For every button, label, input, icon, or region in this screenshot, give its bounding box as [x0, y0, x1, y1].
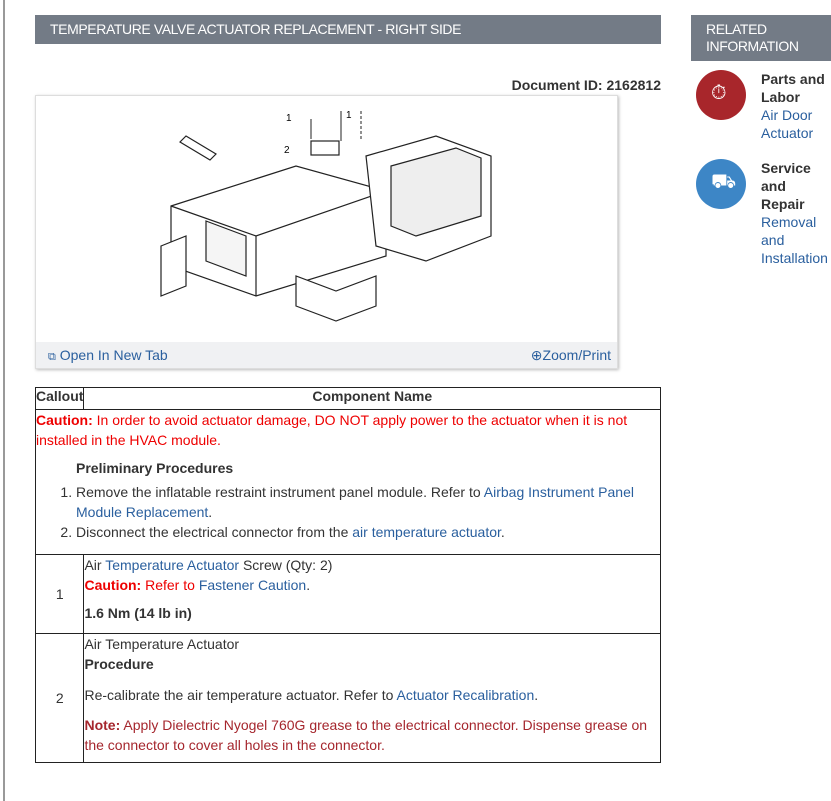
step-item: 1. Remove the inflatable restraint instrument panel module. Refer to Airbag Instrument Panel Module Replacement.: [76, 482, 660, 522]
page-border: [3, 0, 5, 801]
related-information-header: RELATED INFORMATION: [691, 15, 831, 61]
actuator-recalibration-link[interactable]: Actuator Recalibration: [396, 687, 535, 703]
zoom-icon: ⊕: [530, 347, 543, 363]
hvac-module-illustration[interactable]: [36, 96, 617, 341]
table-row: 2 Air Temperature Actuator Procedure Re-calibrate the air temperature actuator. Refer to Actuator Recalibration. Note: Apply Dielectric Nyogel 760G grease to the electrical connector. Dispense grease on the connector to cover all holes in the connector.: [36, 634, 661, 763]
component-name-header: Component Name: [84, 388, 661, 410]
illustration-toolbar: [36, 342, 617, 368]
temp-actuator-link[interactable]: Temperature Actuator: [105, 557, 240, 573]
table-row: 1 Air Temperature Actuator Screw (Qty: 2) Caution: Refer to Fastener Caution. 1.6 Nm (14 lb in): [36, 555, 661, 634]
preliminary-title: Preliminary Procedures: [76, 460, 234, 476]
step-item: 2. Disconnect the electrical connector from the air temperature actuator.: [76, 522, 660, 542]
callout-cell: 2: [36, 634, 84, 763]
component-table: [35, 387, 661, 763]
document-id: Document ID: 2162812: [511, 77, 661, 93]
caution-text: In order to avoid actuator damage, DO NOT apply power to the actuator when it is not installed in the HVAC module.: [36, 412, 628, 448]
airbag-module-link[interactable]: Airbag Instrument Panel Module Replacement: [76, 484, 634, 520]
torque-spec: 1.6 Nm (14 lb in): [84, 605, 192, 621]
fastener-caution-link[interactable]: Fastener Caution: [198, 577, 307, 593]
preliminary-steps: [36, 482, 660, 542]
callout-header: Callout: [36, 388, 84, 410]
air-temp-actuator-link[interactable]: air temperature actuator: [352, 524, 501, 540]
callout-label: 2: [284, 145, 290, 156]
callout-label: 1: [346, 110, 352, 121]
page-title: TEMPERATURE VALVE ACTUATOR REPLACEMENT - RIGHT SIDE: [35, 15, 661, 44]
related-information-list: [696, 70, 831, 284]
parts-labor-icon: ⏱: [696, 70, 746, 120]
related-link[interactable]: Removal and Installation: [761, 214, 828, 266]
new-tab-icon: ⧉: [48, 351, 56, 363]
open-in-new-tab-link[interactable]: ⧉ Open In New Tab: [48, 347, 168, 363]
related-item-parts-labor[interactable]: ⏱ Parts and Labor Air Door Actuator: [696, 70, 831, 142]
caution-label: Caution:: [36, 412, 93, 428]
zoom-print-link[interactable]: ⊕Zoom/Print: [530, 347, 611, 363]
service-lift-icon: ⛟: [696, 159, 746, 209]
related-item-service-repair[interactable]: ⛟ Service and Repair Removal and Installation: [696, 159, 831, 267]
callout-label: 1: [286, 113, 292, 124]
callout-cell: 1: [36, 555, 84, 634]
related-link[interactable]: Air Door Actuator: [761, 107, 814, 141]
illustration-panel: [35, 95, 618, 369]
